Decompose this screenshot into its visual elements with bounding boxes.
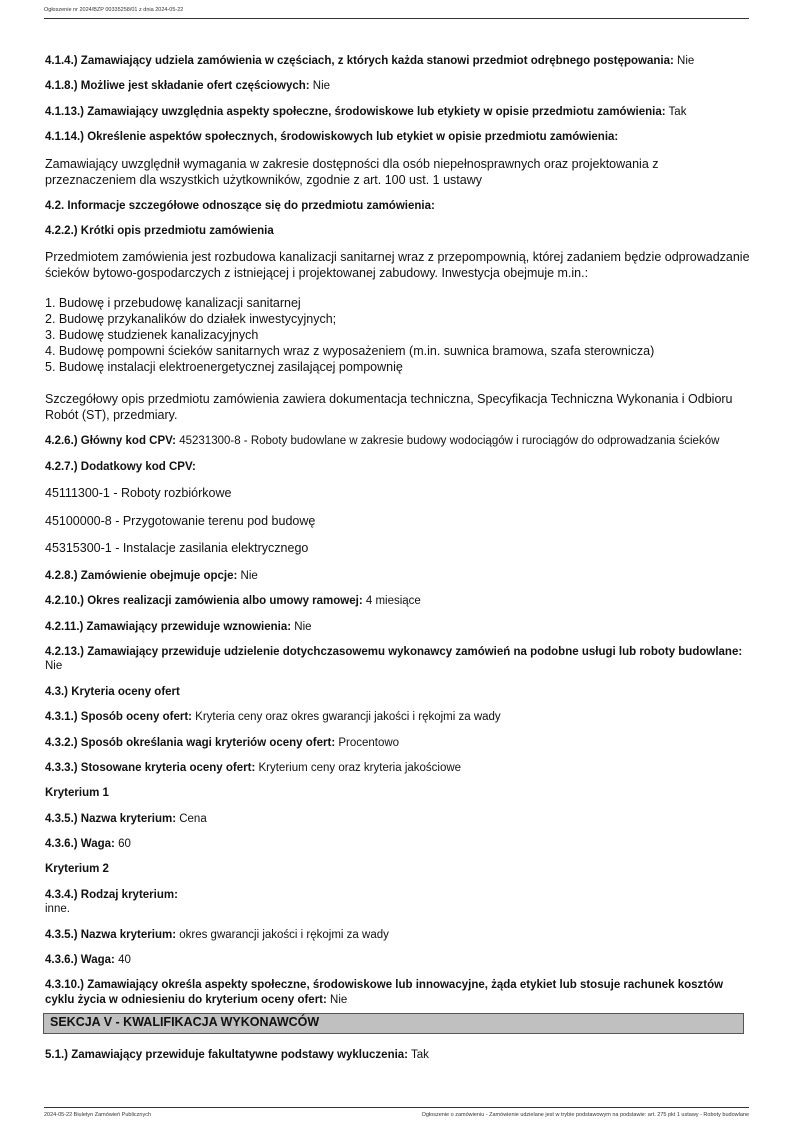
field-4-2-11: 4.2.11.) Zamawiający przewiduje wznowienia: Nie (45, 620, 312, 633)
criterion-2-type: 4.3.4.) Rodzaj kryterium: inne. (45, 888, 178, 916)
field-4-1-13: 4.1.13.) Zamawiający uwzględnia aspekty społeczne, środowiskowe lub etykiety w opisie przedmiotu zamówienia: Tak (45, 105, 687, 118)
list-item: 3. Budowę studzienek kanalizacyjnych (45, 328, 259, 343)
criterion-1-name: 4.3.5.) Nazwa kryterium: Cena (45, 812, 207, 825)
heading-4-3: 4.3.) Kryteria oceny ofert (45, 685, 180, 698)
criterion-1-weight: 4.3.6.) Waga: 60 (45, 838, 131, 850)
field-4-2-10: 4.2.10.) Okres realizacji zamówienia albo umowy ramowej: 4 miesiące (45, 595, 421, 608)
footer-notice-type: Ogłoszenie o zamówieniu - Zamówienie udzielane jest w trybie podstawowym na podstawie: art. 275 pkt 1 ustawy - Roboty budowlane (421, 1112, 749, 1118)
field-4-3-10: 4.3.10.) Zamawiający określa aspekty społeczne, środowiskowe lub innowacyjne, żąda etykiet lub stosuje rachunek kosztów cyklu życia w odniesieniu do kryterium oceny ofert: Nie (45, 979, 724, 1006)
field-4-2-8: 4.2.8.) Zamówienie obejmuje opcje: Nie (45, 569, 258, 582)
field-5-1: 5.1.) Zamawiający przewiduje fakultatywne podstawy wykluczenia: Tak (45, 1048, 429, 1061)
announcement-number: Ogłoszenie nr 2024/BZP 00335258/01 z dnia 2024-05-22 (44, 7, 184, 13)
field-4-2-13: 4.2.13.) Zamawiający przewiduje udzielenie dotychczasowemu wykonawcy zamówień na podobne usługi lub roboty budowlane: Nie (45, 646, 743, 673)
cpv-code: 45315300-1 - Instalacje zasilania elektrycznego (45, 541, 309, 556)
criterion-2-title: Kryterium 2 (45, 863, 109, 876)
page-header (44, 7, 749, 19)
scope-list (45, 295, 750, 375)
list-item: 4. Budowę pompowni ścieków sanitarnych wraz z wyposażeniem (m.in. suwnica bramowa, szafa sterownicza) (45, 344, 655, 359)
page-footer (44, 1107, 749, 1118)
field-4-2-6: 4.2.6.) Główny kod CPV: 45231300-8 - Roboty budowlane w zakresie budowy wodociągów i rurociągów do odprowadzania ścieków (45, 435, 720, 448)
heading-4-2: 4.2. Informacje szczegółowe odnoszące się do przedmiotu zamówienia: (45, 199, 435, 212)
field-4-1-4: 4.1.4.) Zamawiający udziela zamówienia w częściach, z których każda stanowi przedmiot odrębnego postępowania: Nie (45, 55, 695, 67)
field-4-1-8: 4.1.8.) Możliwe jest składanie ofert częściowych: Nie (45, 80, 331, 93)
list-item: 5. Budowę instalacji elektroenergetycznej zasilającej pompownię (45, 360, 403, 375)
criterion-1-title: Kryterium 1 (45, 787, 109, 800)
heading-4-2-2: 4.2.2.) Krótki opis przedmiotu zamówienia (45, 224, 274, 237)
section-v-header: SEKCJA V - KWALIFIKACJA WYKONAWCÓW (43, 1013, 744, 1034)
cpv-code: 45100000-8 - Przygotowanie terenu pod budowę (45, 513, 316, 528)
cpv-code: 45111300-1 - Roboty rozbiórkowe (45, 486, 232, 500)
criterion-2-weight: 4.3.6.) Waga: 40 (45, 953, 131, 966)
description-outro: Szczegółowy opis przedmiotu zamówienia zawiera dokumentacja techniczna, Specyfikacja Techniczna Wykonania i Odbioru Robót (ST), przedmiary. (45, 392, 733, 423)
field-4-3-1: 4.3.1.) Sposób oceny ofert: Kryteria ceny oraz okres gwarancji jakości i rękojmi za wady (45, 711, 501, 724)
list-item: 1. Budowę i przebudowę kanalizacji sanitarnej (45, 296, 301, 311)
field-4-3-3: 4.3.3.) Stosowane kryteria oceny ofert: Kryterium ceny oraz kryteria jakościowe (45, 761, 462, 774)
field-4-1-14-label: 4.1.14.) Określenie aspektów społecznych, środowiskowych lub etykiet w opisie przedmiotu zamówienia: (45, 131, 619, 144)
field-4-2-7-label: 4.2.7.) Dodatkowy kod CPV: (45, 460, 196, 473)
list-item: 2. Budowę przykanalików do działek inwestycyjnych; (45, 312, 337, 327)
document-content (45, 54, 750, 1073)
criterion-2-name: 4.3.5.) Nazwa kryterium: okres gwarancji jakości i rękojmi za wady (45, 928, 389, 941)
description-intro: Przedmiotem zamówienia jest rozbudowa kanalizacji sanitarnej wraz z przepompownią, której zadaniem będzie odprowadzanie ścieków bytowo-gospodarczych z istniejącej i projektowanej zabudowy. Inwestycja obejmuje m.in.: (45, 250, 750, 281)
field-4-3-2: 4.3.2.) Sposób określania wagi kryteriów oceny ofert: Procentowo (45, 736, 400, 749)
footer-date-source: 2024-05-22 Biuletyn Zamówień Publicznych (44, 1112, 152, 1118)
field-4-1-14-text: Zamawiający uwzględnił wymagania w zakresie dostępności dla osób niepełnosprawnych oraz projektowania z przeznaczeniem dla wszystkich użytkowników, zgodnie z art. 100 ust. 1 ustawy (45, 156, 659, 187)
